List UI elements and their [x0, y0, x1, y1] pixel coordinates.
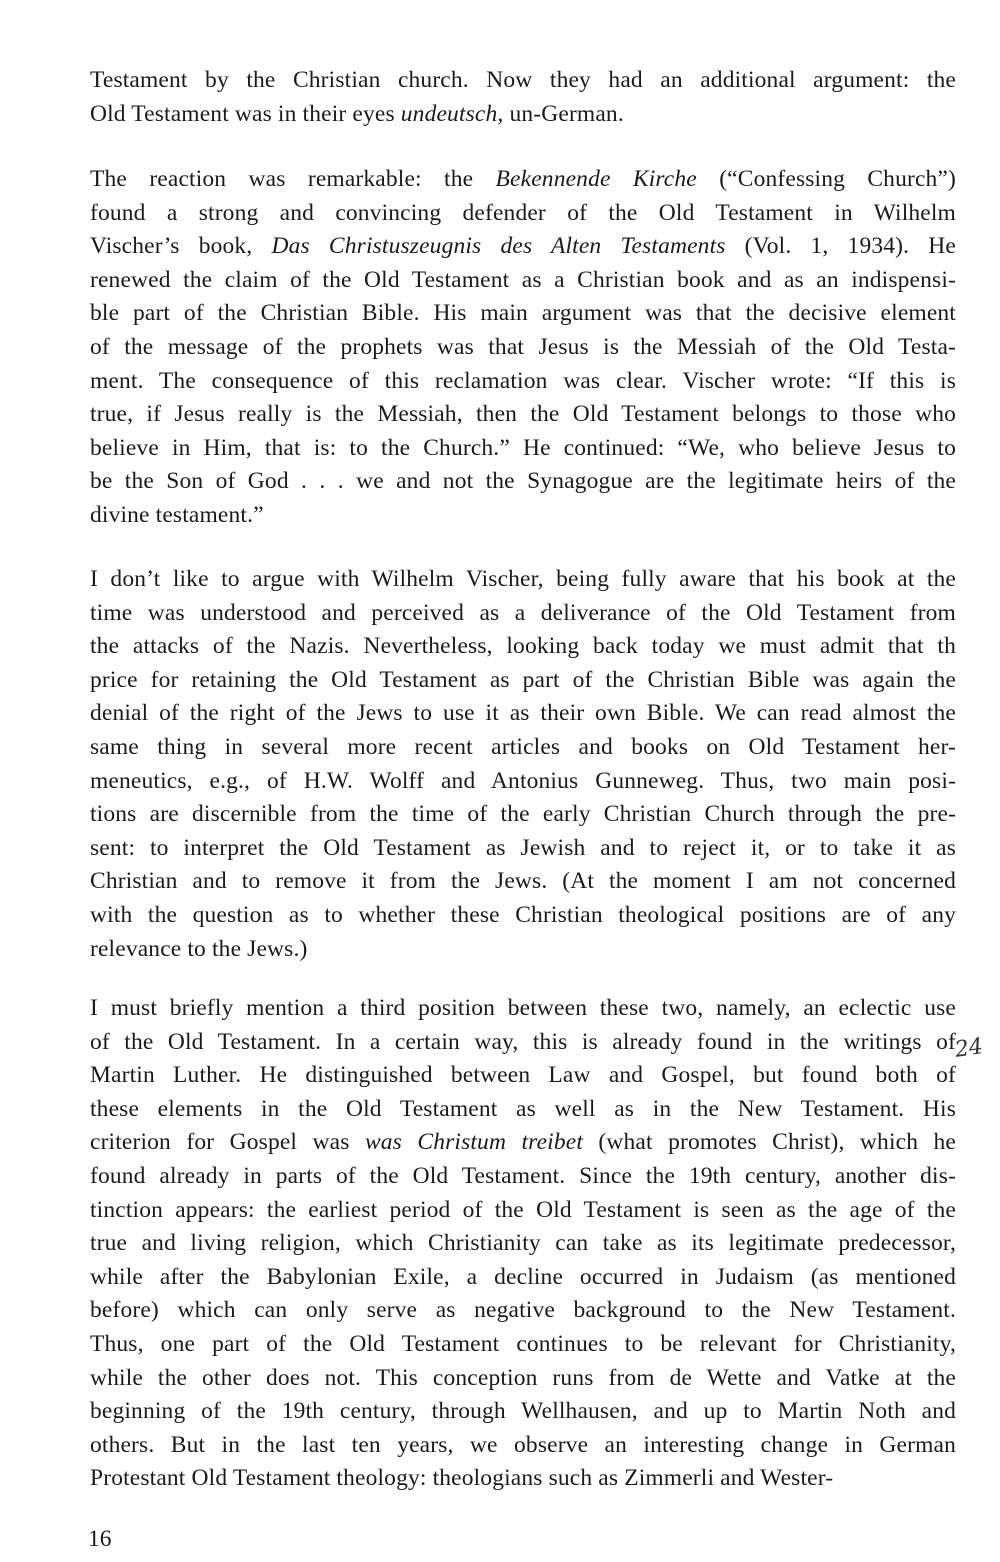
- text-run: tinction appears: the earliest period of the Old Testament is seen as the age of the: [90, 1196, 956, 1223]
- text-line: [90, 933, 956, 967]
- text-run: found already in parts of the Old Testament. Since the 19th century, another dis-: [90, 1162, 956, 1189]
- text-line: [90, 697, 956, 731]
- text-run: Martin Luther. He distinguished between Law and Gospel, but found both of: [90, 1062, 956, 1089]
- text-line: [90, 1328, 956, 1362]
- text-line: [90, 331, 956, 365]
- text-run: divine testament.”: [90, 501, 264, 528]
- text-line: [90, 899, 956, 933]
- text-run: others. But in the last ten years, we observe an interesting change in German: [90, 1431, 956, 1458]
- text-line: [90, 664, 956, 698]
- text-run: tions are discernible from the time of the early Christian Church through the pre-: [90, 801, 956, 828]
- text-run: Testament by the Christian church. Now they had an additional argument: the: [90, 67, 956, 93]
- text-run: ble part of the Christian Bible. His main argument was that the decisive element: [90, 300, 956, 327]
- text-line: [90, 1126, 956, 1160]
- text-line: [90, 1227, 956, 1261]
- italic-text-run: Das Christuszeugnis des Alten Testaments: [271, 233, 726, 260]
- text-run: the attacks of the Nazis. Nevertheless, looking back today we must admit that th: [90, 633, 956, 660]
- italic-text-run: was Christum treibet: [364, 1129, 583, 1156]
- text-line: [90, 98, 956, 132]
- text-line: [90, 563, 956, 597]
- text-run: while after the Babylonian Exile, a decline occurred in Judaism (as mentioned: [90, 1263, 956, 1290]
- paragraph-1: [90, 64, 956, 131]
- text-run: while the other does not. This conception runs from de Wette and Vatke at the: [90, 1364, 956, 1391]
- text-line: [90, 1462, 956, 1496]
- text-line: [90, 297, 956, 331]
- handwritten-margin-note: 24: [953, 1034, 985, 1063]
- page-number: 16: [88, 1526, 112, 1552]
- text-line: [90, 1294, 956, 1328]
- text-run: The reaction was remarkable: the: [90, 166, 496, 192]
- text-run: (what promotes Christ), which he: [583, 1129, 956, 1156]
- text-line: [90, 264, 956, 298]
- text-line: [90, 1059, 956, 1093]
- text-line: [90, 197, 956, 231]
- text-line: [90, 1160, 956, 1194]
- text-run: with the question as to whether these Christian theological positions are of any: [90, 901, 956, 928]
- text-run: same thing in several more recent articles and books on Old Testament her-: [90, 733, 956, 760]
- text-run: un-German.: [503, 100, 624, 127]
- text-run: I must briefly mention a third position between these two, namely, an eclectic use: [90, 995, 956, 1021]
- text-run: of the message of the prophets was that Jesus is the Messiah of the Old Testa-: [90, 333, 956, 360]
- text-line: [90, 1093, 956, 1127]
- text-line: [90, 499, 956, 533]
- text-run: Thus, one part of the Old Testament continues to be relevant for Christianity,: [90, 1330, 956, 1357]
- text-run: true, if Jesus really is the Messiah, then the Old Testament belongs to those who: [90, 401, 956, 428]
- text-run: I don’t like to argue with Wilhelm Vischer, being fully aware that his book at the: [90, 566, 956, 592]
- text-line: [90, 798, 956, 832]
- text-line: [90, 1026, 956, 1060]
- text-run: Vischer’s book,: [90, 233, 272, 260]
- text-line: [90, 597, 956, 631]
- text-line: [90, 365, 956, 399]
- text-run: renewed the claim of the Old Testament as a Christian book and as an indispensi-: [90, 266, 956, 293]
- text-run: Christian and to remove it from the Jews. (At the moment I am not concerned: [90, 868, 956, 895]
- text-run: relevance to the Jews.): [90, 935, 308, 962]
- text-run: before) which can only serve as negative background to the New Testament.: [90, 1297, 956, 1324]
- text-run: ment. The consequence of this reclamation was clear. Vischer wrote: “If this is: [90, 367, 956, 394]
- text-run: Protestant Old Testament theology: theologians such as Zimmerli and Wester-: [90, 1465, 834, 1492]
- text-line: [90, 1429, 956, 1463]
- text-run: of the Old Testament. In a certain way, this is already found in the writings of: [90, 1028, 956, 1055]
- text-line: [90, 731, 956, 765]
- text-line: [90, 630, 956, 664]
- text-run: criterion for Gospel was: [90, 1129, 365, 1156]
- text-line: [90, 398, 956, 432]
- text-run: meneutics, e.g., of H.W. Wolff and Antonius Gunneweg. Thus, two main posi-: [90, 767, 956, 794]
- text-line: [90, 64, 956, 98]
- text-run: true and living religion, which Christianity can take as its legitimate predecessor,: [90, 1230, 956, 1257]
- text-run: denial of the right of the Jews to use it as their own Bible. We can read almost the: [90, 700, 956, 727]
- text-run: (Vol. 1, 1934). He: [725, 233, 956, 260]
- text-run: be the Son of God . . . we and not the Synagogue are the legitimate heirs of the: [90, 468, 956, 495]
- paragraph-3: [90, 563, 956, 966]
- text-line: [90, 1194, 956, 1228]
- paragraph-4: [90, 992, 956, 1496]
- text-run: beginning of the 19th century, through Wellhausen, and up to Martin Noth and: [90, 1398, 956, 1425]
- text-line: [90, 1362, 956, 1396]
- italic-text-run: undeutsch,: [400, 100, 504, 127]
- text-run: price for retaining the Old Testament as part of the Christian Bible was again the: [90, 666, 956, 693]
- text-run: (“Confessing Church”): [696, 166, 956, 192]
- paragraph-2: [90, 163, 956, 533]
- italic-text-run: Bekennende Kirche: [495, 166, 697, 192]
- text-line: [90, 1395, 956, 1429]
- text-line: [90, 832, 956, 866]
- text-line: [90, 765, 956, 799]
- text-line: [90, 1261, 956, 1295]
- text-run: Old Testament was in their eyes: [90, 100, 401, 127]
- text-run: found a strong and convincing defender of the Old Testament in Wilhelm: [90, 199, 956, 226]
- text-run: these elements in the Old Testament as well as in the New Testament. His: [90, 1095, 956, 1122]
- text-line: [90, 865, 956, 899]
- text-line: [90, 230, 956, 264]
- text-run: time was understood and perceived as a deliverance of the Old Testament from: [90, 599, 956, 626]
- text-line: [90, 992, 956, 1026]
- text-line: [90, 465, 956, 499]
- text-line: [90, 163, 956, 197]
- text-line: [90, 432, 956, 466]
- text-run: believe in Him, that is: to the Church.” He continued: “We, who believe Jesus to: [90, 434, 956, 461]
- text-run: sent: to interpret the Old Testament as Jewish and to reject it, or to take it as: [90, 834, 956, 861]
